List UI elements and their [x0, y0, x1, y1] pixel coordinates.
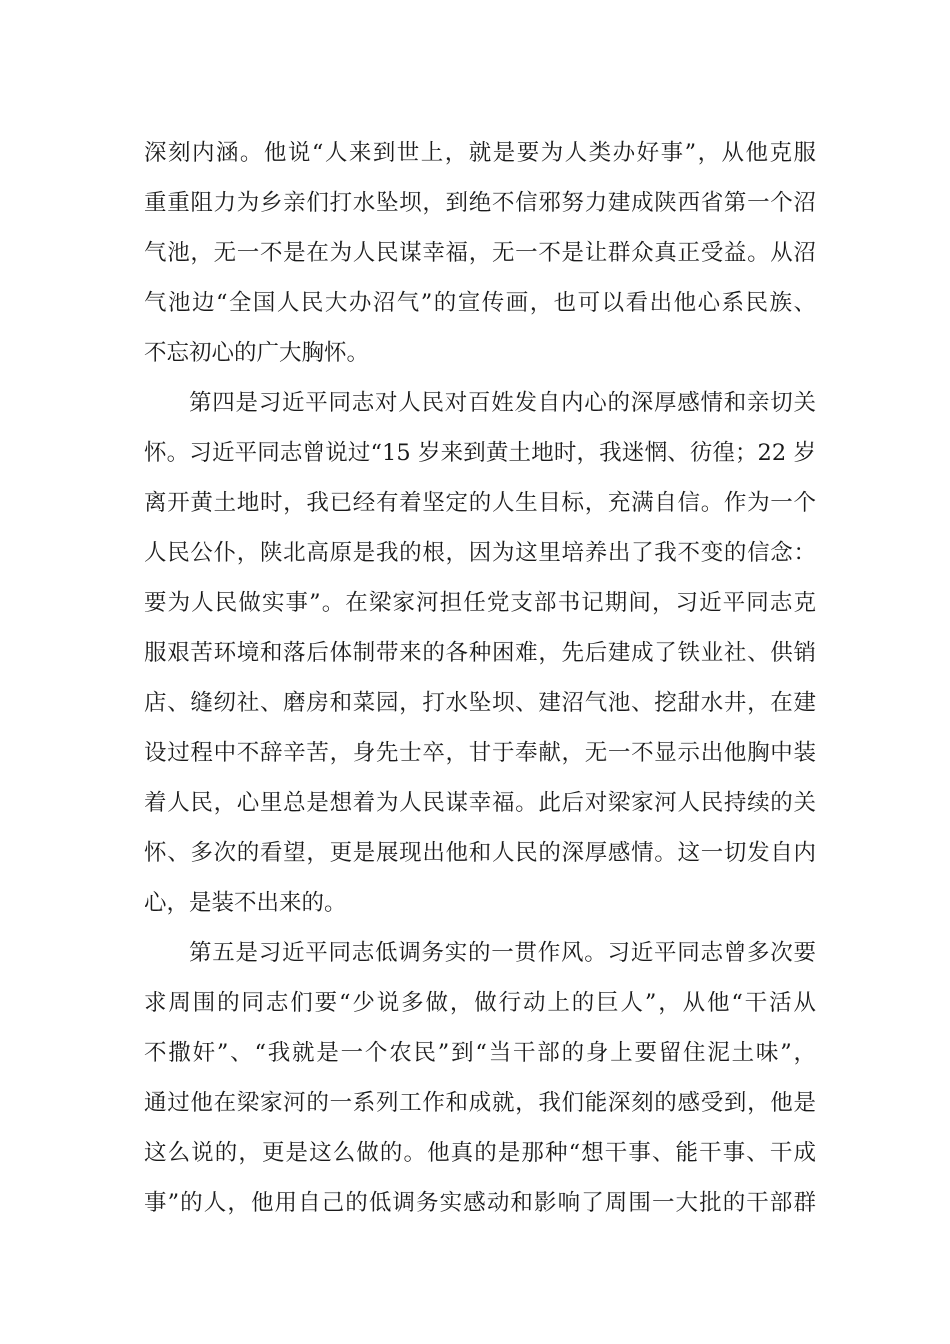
- text-line: 离开黄土地时，我已经有着坚定的人生目标，充满自信。作为一个: [144, 490, 816, 516]
- text-line: 怀、多次的看望，更是展现出他和人民的深厚感情。这一切发自内: [144, 840, 816, 866]
- text-line: 着人民，心里总是想着为人民谋幸福。此后对梁家河人民持续的关: [144, 790, 816, 816]
- text-line: 服艰苦环境和落后体制带来的各种困难，先后建成了铁业社、供销: [144, 640, 816, 666]
- text-line: 第四是习近平同志对人民对百姓发自内心的深厚感情和亲切关: [189, 390, 816, 416]
- text-line: 这么说的，更是这么做的。他真的是那种“想干事、能干事、干成: [144, 1140, 816, 1166]
- text-line: 设过程中不辞辛苦，身先士卒，甘于奉献，无一不显示出他胸中装: [144, 740, 816, 766]
- text-line: 人民公仆，陕北高原是我的根，因为这里培养出了我不变的信念：: [144, 540, 816, 566]
- text-line: 气池边“全国人民大办沼气”的宣传画，也可以看出他心系民族、: [144, 290, 816, 316]
- document-body: [144, 128, 816, 1228]
- text-line: 不忘初心的广大胸怀。: [144, 340, 370, 366]
- paragraph-1: [144, 128, 816, 378]
- text-line: 求周围的同志们要“少说多做，做行动上的巨人”，从他“干活从: [144, 990, 816, 1016]
- text-line: 深刻内涵。他说“人来到世上，就是要为人类办好事”，从他克服: [144, 140, 816, 166]
- text-line: 第五是习近平同志低调务实的一贯作风。习近平同志曾多次要: [189, 940, 816, 966]
- paragraph-2: [144, 378, 816, 928]
- text-line: 不撒奸”、“我就是一个农民”到“当干部的身上要留住泥土味”，: [144, 1040, 816, 1066]
- text-line: 心，是装不出来的。: [144, 890, 347, 916]
- text-line: 气池，无一不是在为人民谋幸福，无一不是让群众真正受益。从沼: [144, 240, 816, 266]
- paragraph-3: [144, 928, 816, 1228]
- text-line: 要为人民做实事”。在梁家河担任党支部书记期间，习近平同志克: [144, 590, 816, 616]
- text-line: 重重阻力为乡亲们打水坠坝，到绝不信邪努力建成陕西省第一个沼: [144, 190, 816, 216]
- text-line: 事”的人，他用自己的低调务实感动和影响了周围一大批的干部群: [144, 1190, 816, 1216]
- text-line: 通过他在梁家河的一系列工作和成就，我们能深刻的感受到，他是: [144, 1090, 816, 1116]
- text-line: 店、缝纫社、磨房和菜园，打水坠坝、建沼气池、挖甜水井，在建: [144, 690, 816, 716]
- text-line: 怀。习近平同志曾说过“15 岁来到黄土地时，我迷惘、彷徨；22 岁: [144, 440, 816, 466]
